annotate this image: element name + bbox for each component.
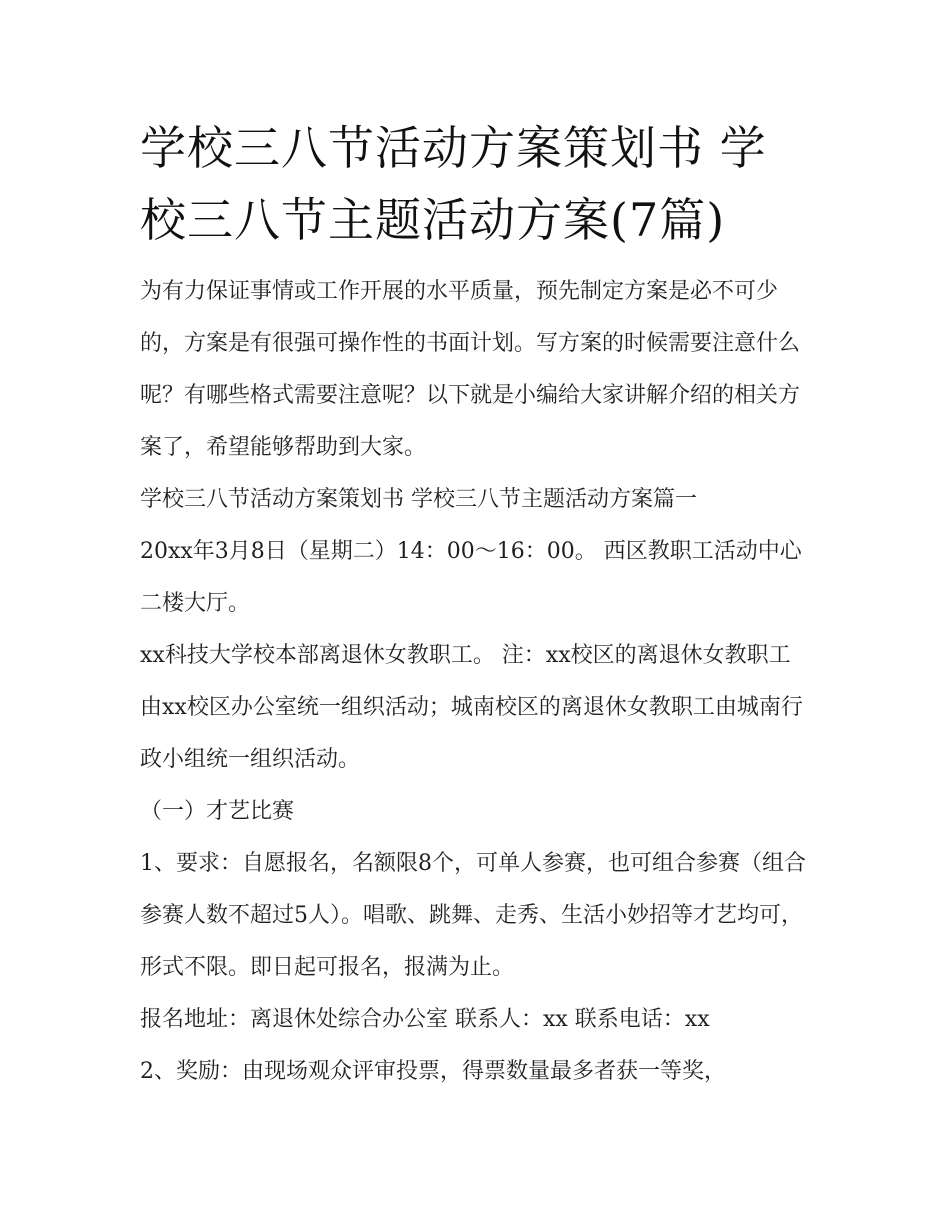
paragraph-time-location: 20xx年3月8日（星期二）14：00～16：00。 西区教职工活动中心二楼大厅。 (140, 539, 802, 616)
paragraph-rewards: 2、奖励：由现场观众评审投票，得票数量最多者获一等奖， (140, 1059, 726, 1084)
paragraph-participants: xx科技大学校本部离退休女教职工。 注：xx校区的离退休女教职工由xx校区办公室统一组织活动；城南校区的离退休女教职工由城南行政小组统一组织活动。 (140, 643, 803, 772)
paragraph-registration-contact: 报名地址：离退休处综合办公室 联系人：xx 联系电话：xx (140, 1007, 710, 1032)
document-title: 学校三八节活动方案策划书 学校三八节主题活动方案(7篇) (140, 121, 767, 247)
paragraph-intro: 为有力保证事情或工作开展的水平质量，预先制定方案是必不可少的，方案是有很强可操作性的书面计划。写方案的时候需要注意什么呢？有哪些格式需要注意呢？以下就是小编给大家讲解介绍的相关方案了，希望能够帮助到大家。 (140, 279, 801, 460)
paragraph-requirements: 1、要求：自愿报名，名额限8个，可单人参赛，也可组合参赛（组合参赛人数不超过5人）。唱歌、跳舞、走秀、生活小妙招等才艺均可，形式不限。即日起可报名，报满为止。 (140, 851, 806, 980)
paragraph-section-heading: 学校三八节活动方案策划书 学校三八节主题活动方案篇一 (140, 487, 697, 512)
document-body (140, 112, 812, 1098)
paragraph-talent-contest-heading: （一）才艺比赛 (140, 799, 295, 824)
